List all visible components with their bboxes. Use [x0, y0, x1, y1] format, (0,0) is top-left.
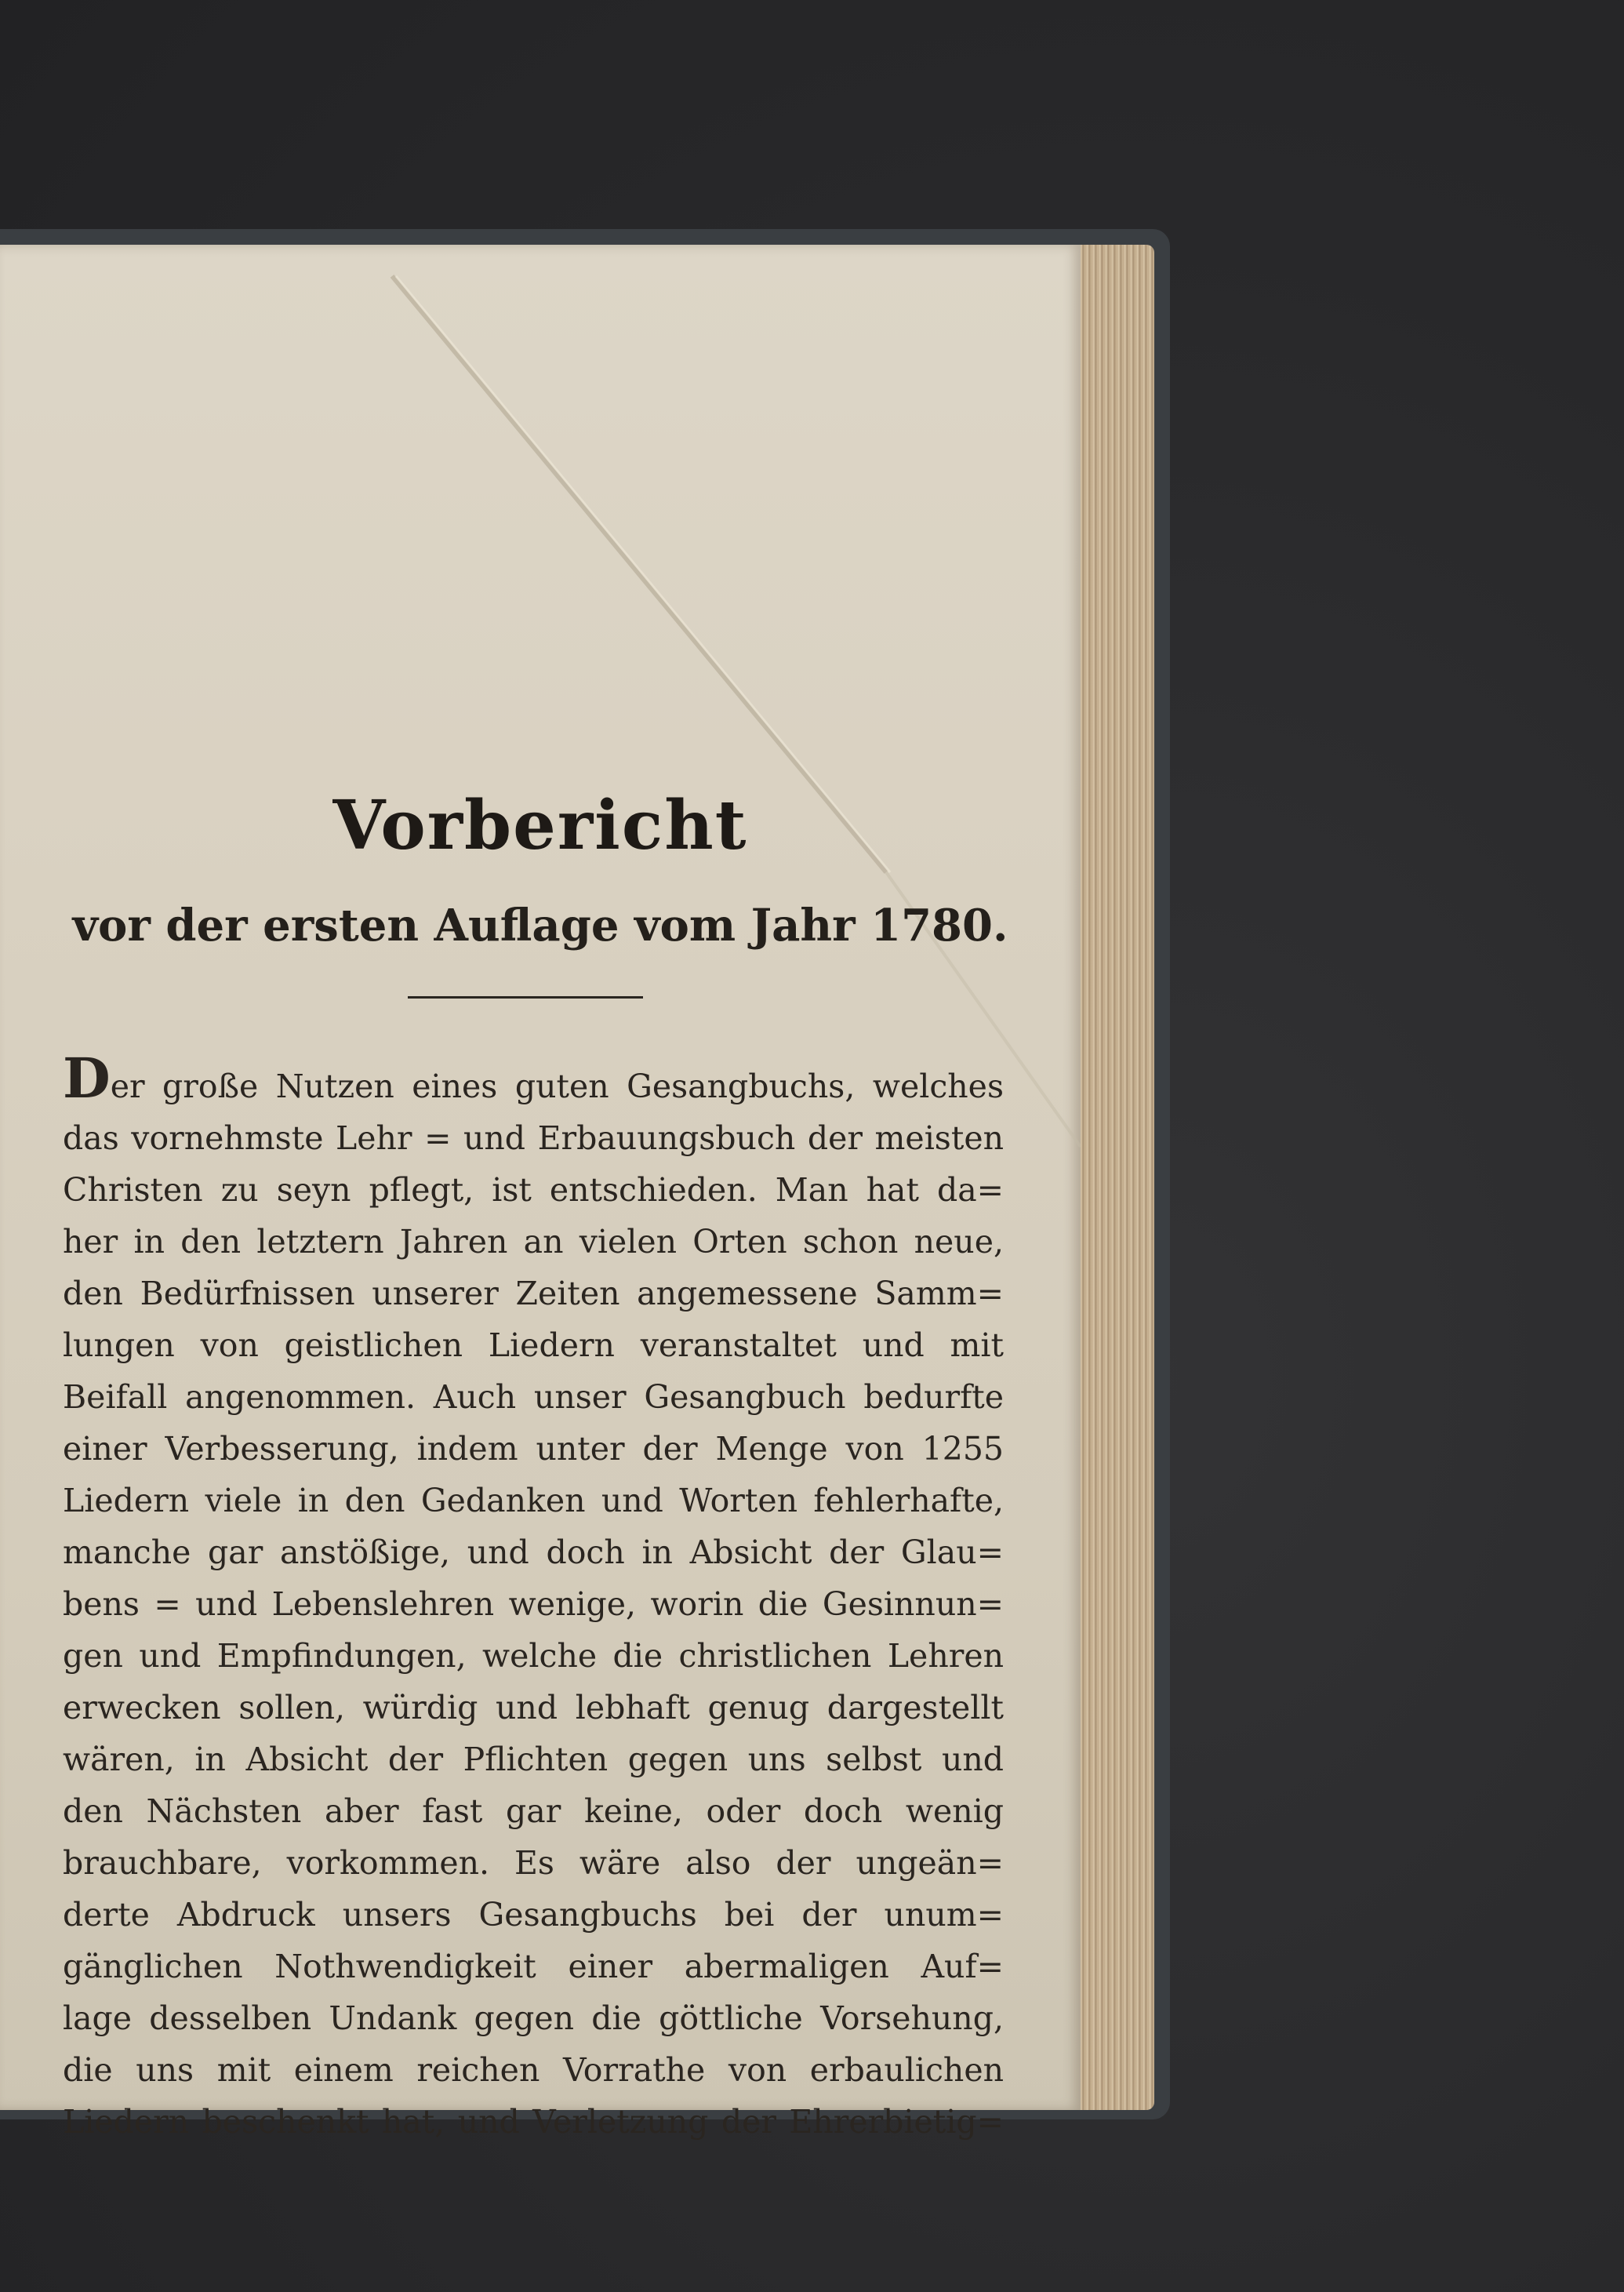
text-line: lungen von geistlichen Liedern veranstaltet und mit	[63, 1326, 1004, 1364]
text-line: Christen zu seyn pflegt, ist entschieden. Man hat da=	[63, 1171, 1004, 1209]
text-line: das vornehmste Lehr = und Erbauungsbuch der meisten	[63, 1119, 1004, 1157]
text-line: gänglichen Nothwendigkeit einer abermaligen Auf=	[63, 1948, 1004, 1985]
text-line: bens = und Lebenslehren wenige, worin die Gesinnun=	[63, 1585, 1004, 1623]
text-line-content: er große Nutzen eines guten Gesangbuchs, welches	[110, 1068, 1004, 1105]
text-line: brauchbare, vorkommen. Es wäre also der ungeän=	[63, 1844, 1004, 1882]
body-paragraph	[63, 1046, 1004, 2148]
text-line: einer Verbesserung, indem unter der Menge von 1255	[63, 1430, 1004, 1468]
page-subtitle: vor der ersten Auflage vom Jahr 1780.	[72, 900, 1008, 951]
text-line: Beifall angenommen. Auch unser Gesangbuch bedurfte	[63, 1378, 1004, 1416]
text-line: erwecken sollen, würdig und lebhaft genug dargestellt	[63, 1689, 1004, 1726]
text-line: die uns mit einem reichen Vorrathe von erbaulichen	[63, 2051, 1004, 2089]
text-line: lage desselben Undank gegen die göttliche Vorsehung,	[63, 1999, 1004, 2037]
text-line: derte Abdruck unsers Gesangbuchs bei der unum=	[63, 1896, 1004, 1934]
title-divider	[408, 996, 643, 999]
drop-cap: D	[63, 1046, 111, 1111]
text-line: den Nächsten aber fast gar keine, oder doch wenig	[63, 1792, 1004, 1830]
text-line: manche gar anstößige, und doch in Absicht der Glau=	[63, 1533, 1004, 1571]
text-line: Liedern viele in den Gedanken und Worten fehlerhafte,	[63, 1482, 1004, 1519]
page-title: Vorbericht	[332, 786, 748, 865]
text-line: den Bedürfnissen unserer Zeiten angemessene Samm=	[63, 1275, 1004, 1312]
book-page	[0, 245, 1081, 2141]
text-line: Liedern beschenkt hat, und Verletzung der Ehrerbietig=	[63, 2103, 1004, 2141]
text-line: wären, in Absicht der Pflichten gegen uns selbst und	[63, 1741, 1004, 1778]
text-line: her in den letztern Jahren an vielen Orten schon neue,	[63, 1223, 1004, 1261]
text-line: gen und Empfindungen, welche die christlichen Lehren	[63, 1637, 1004, 1675]
text-line	[63, 1046, 1004, 1112]
